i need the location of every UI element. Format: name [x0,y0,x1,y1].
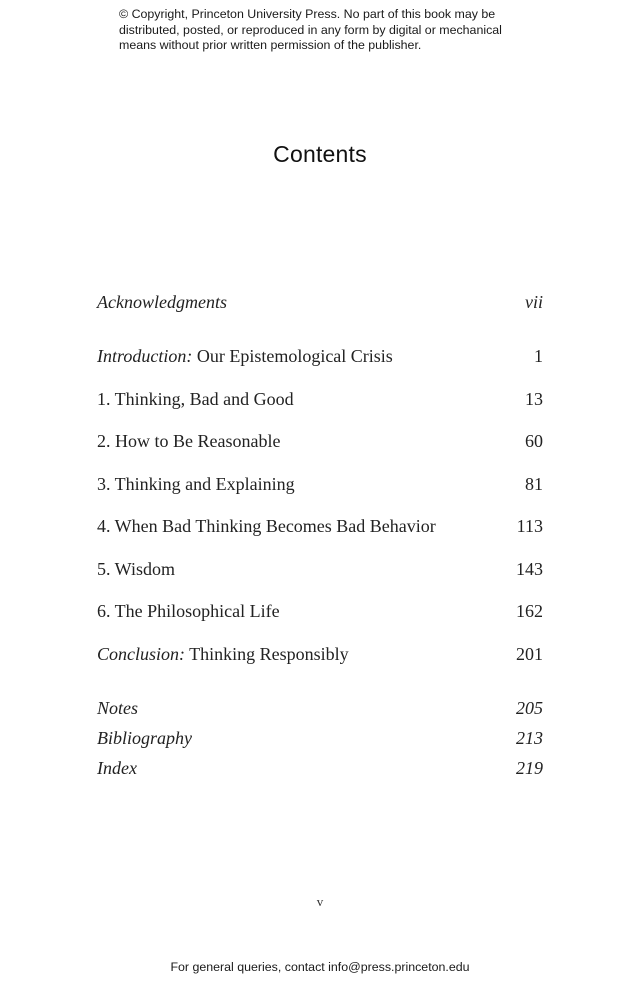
toc-entry-page: 219 [516,758,543,778]
toc-entry-title: 2. How to Be Reasonable [97,431,281,451]
toc-entry-title [97,346,393,367]
page-number: v [316,894,324,909]
toc-entry-chapter-1[interactable] [97,389,543,413]
toc-entry-chapter-3[interactable] [97,474,543,498]
copyright-line: © Copyright, Princeton University Press. No part of this book may be [119,7,496,21]
toc-entry-page: 1 [534,346,543,366]
toc-entry-page: 13 [525,389,543,409]
toc-entry-title: 5. Wisdom [97,559,175,579]
toc-entry-page: 213 [516,728,543,748]
copyright-line: means without prior written permission of the publisher. [119,38,422,52]
toc-entry-notes[interactable] [97,698,543,722]
toc-entry-title [97,644,349,665]
page-title: Contents [273,141,367,167]
toc-entry-index[interactable] [97,758,543,782]
toc-entry-page: 113 [516,516,543,536]
toc-entry-title: 3. Thinking and Explaining [97,474,295,494]
toc-entry-title: Bibliography [97,728,192,748]
toc-entry-page: 143 [516,559,543,579]
toc-entry-page: 201 [516,644,543,664]
toc-entry-bibliography[interactable] [97,728,543,752]
toc-entry-label: Introduction: [97,346,193,366]
toc-entry-label: Conclusion: [97,644,185,664]
toc-entry-chapter-4[interactable] [97,516,543,540]
copyright-notice [119,7,539,54]
toc-entry-chapter-2[interactable] [97,431,543,455]
toc-entry-page: 205 [516,698,543,718]
toc-entry-page: 60 [525,431,543,451]
toc-entry-title: Notes [97,698,139,718]
toc-entry-title-text: Thinking Responsibly [185,644,349,664]
toc-entry-page: vii [525,292,543,312]
toc-entry-title: 4. When Bad Thinking Becomes Bad Behavior [97,516,436,536]
toc-entry-title-text: Our Epistemological Crisis [192,346,393,366]
footer-contact: For general queries, contact info@press.princeton.edu [170,960,470,974]
toc-entry-title: 1. Thinking, Bad and Good [97,389,294,409]
toc-entry-introduction[interactable] [97,346,543,370]
toc-entry-title: Acknowledgments [97,292,227,312]
toc-entry-title: Index [97,758,137,778]
toc-entry-conclusion[interactable] [97,644,543,668]
toc-entry-chapter-5[interactable] [97,559,543,583]
toc-entry-page: 162 [516,601,543,621]
toc-entry-chapter-6[interactable] [97,601,543,625]
toc-entry-acknowledgments[interactable] [97,292,543,316]
copyright-line: distributed, posted, or reproduced in any form by digital or mechanical [119,22,502,37]
toc-entry-page: 81 [525,474,543,494]
toc-entry-title: 6. The Philosophical Life [97,601,280,621]
